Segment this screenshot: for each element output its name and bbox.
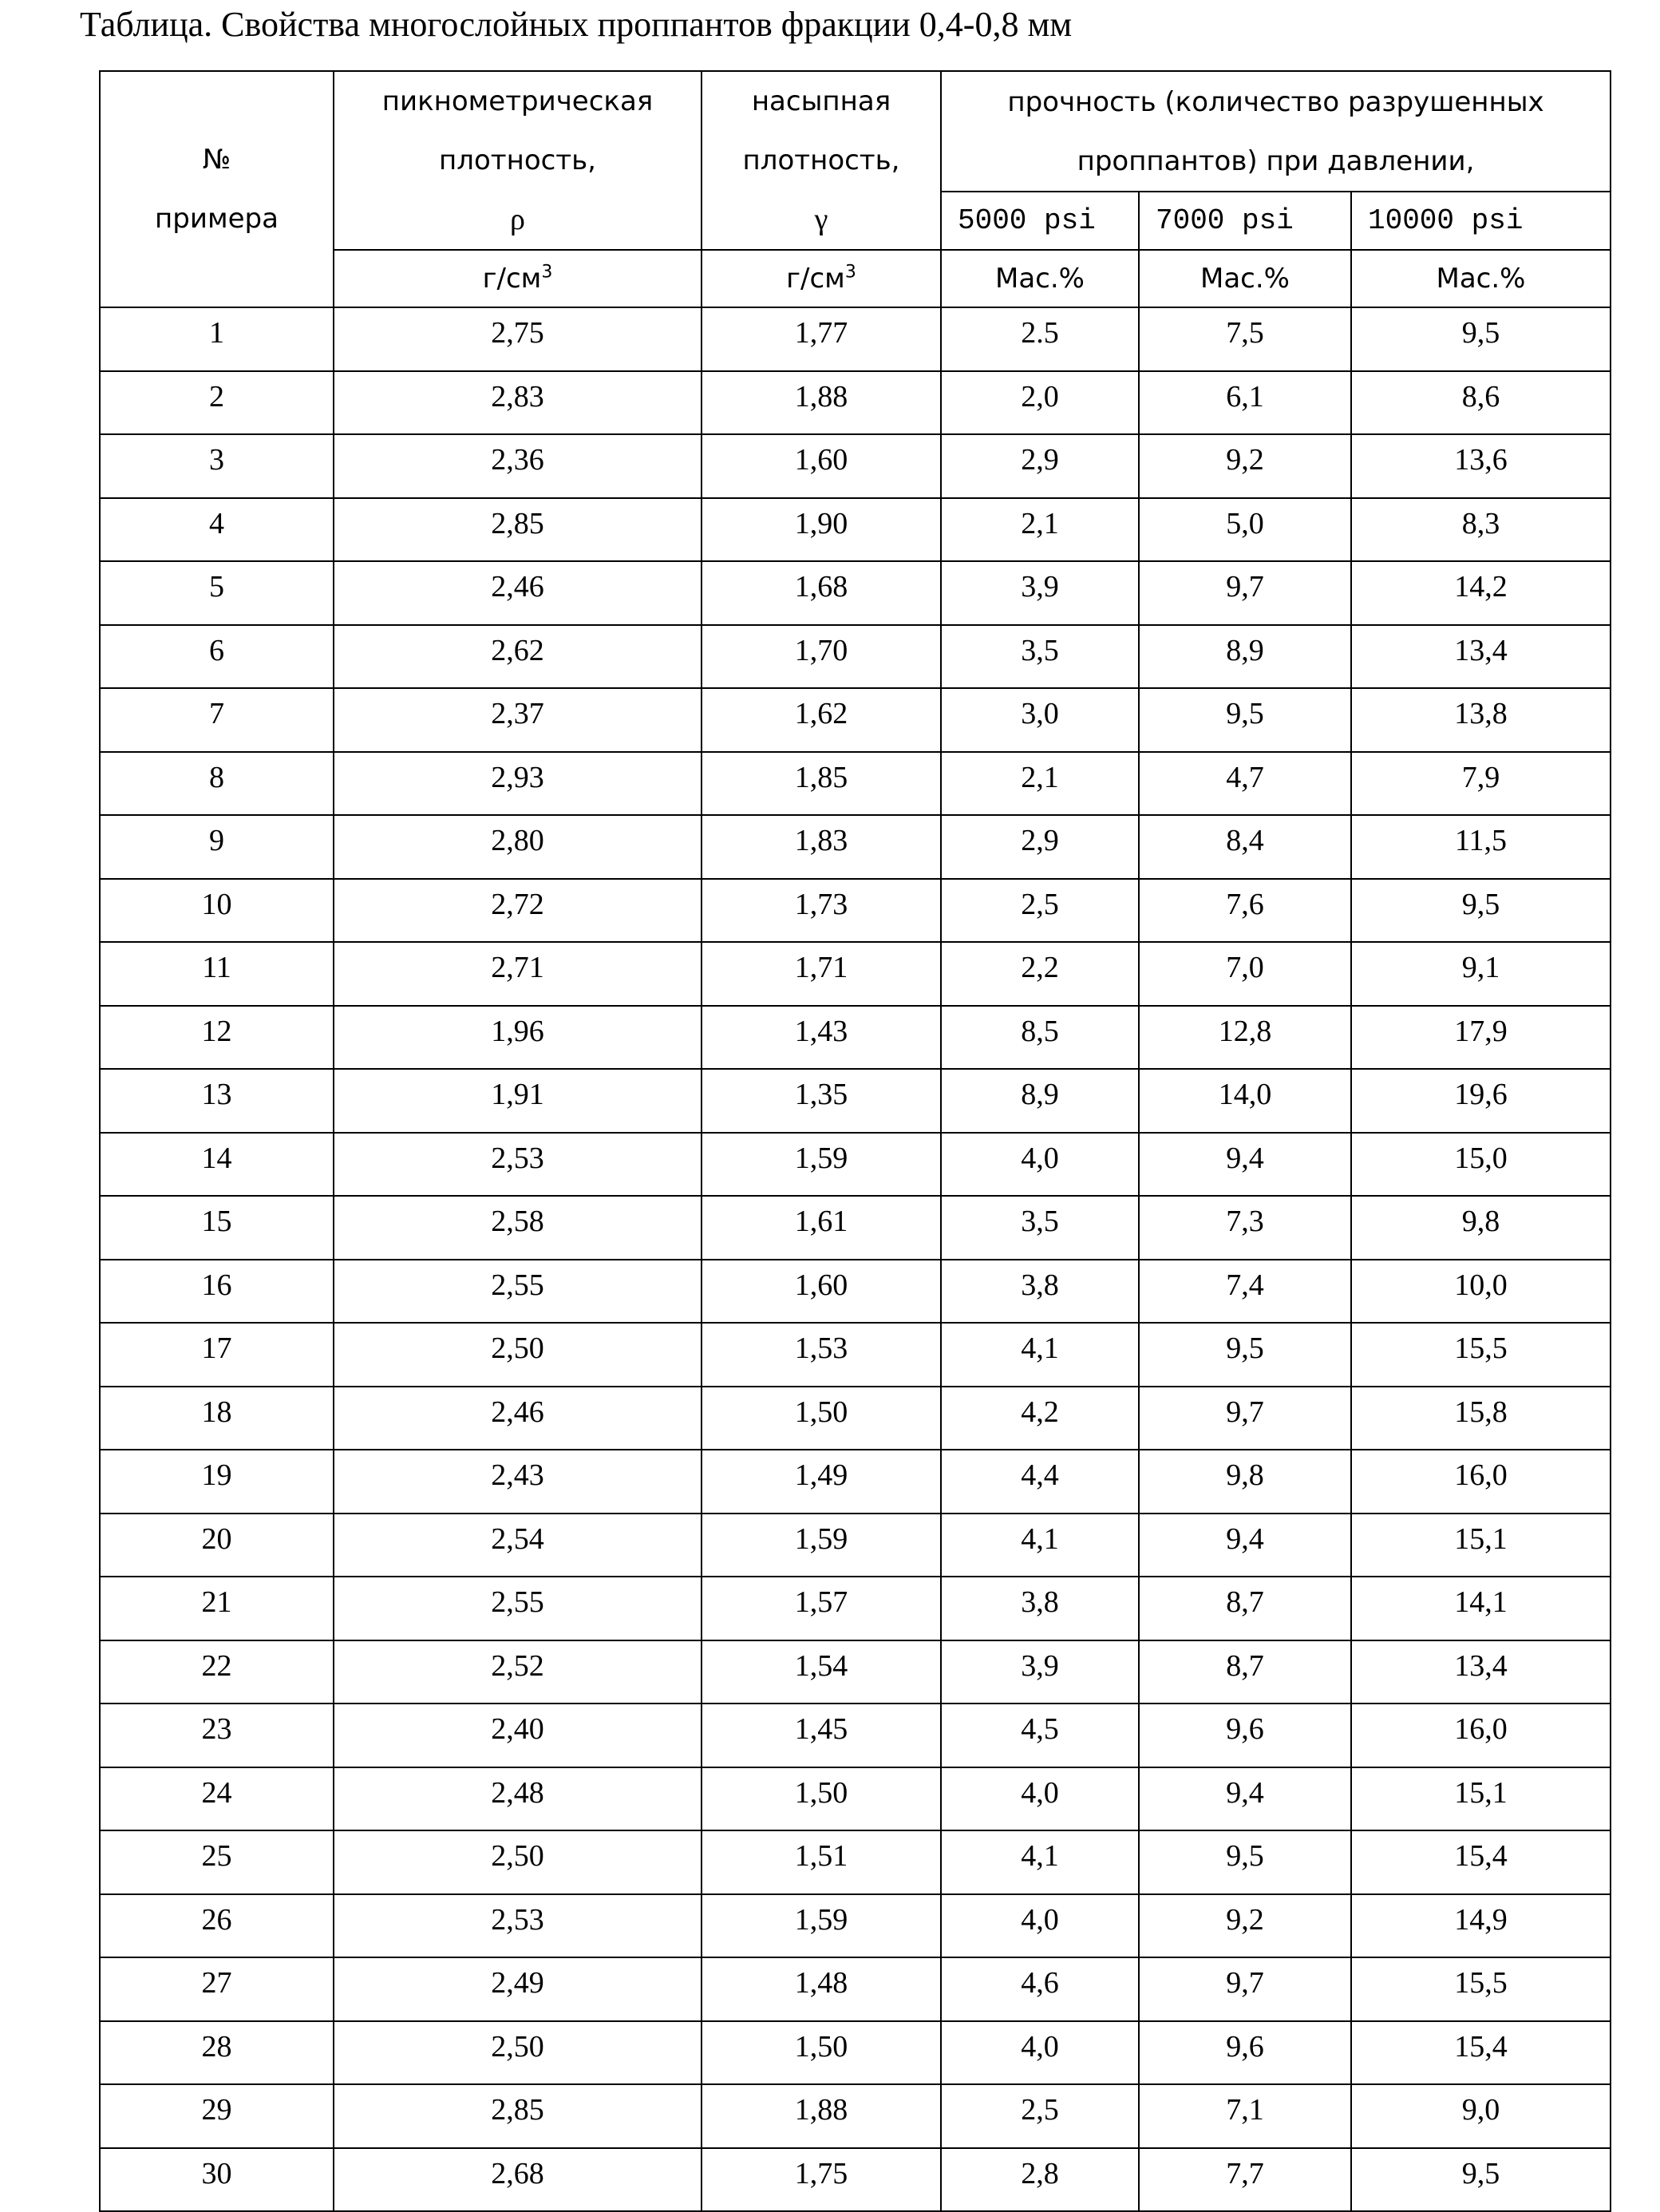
cell-example-number: 28 <box>100 2021 334 2085</box>
cell-strength-10000: 15,1 <box>1351 1767 1611 1831</box>
table-row <box>100 1704 1611 1767</box>
cell-strength-7000: 9,4 <box>1139 1133 1351 1197</box>
cell-bulk-density: 1,88 <box>702 2084 941 2148</box>
cell-pycnometric-density: 2,46 <box>334 1387 702 1450</box>
table-row <box>100 307 1611 371</box>
cell-strength-5000: 4,1 <box>941 1514 1139 1577</box>
cell-pycnometric-density: 2,54 <box>334 1514 702 1577</box>
cell-strength-10000: 10,0 <box>1351 1260 1611 1324</box>
cell-example-number: 7 <box>100 688 334 752</box>
cell-strength-7000: 7,6 <box>1139 879 1351 943</box>
table-row <box>100 1133 1611 1197</box>
cell-strength-10000: 16,0 <box>1351 1704 1611 1767</box>
cell-strength-10000: 15,4 <box>1351 2021 1611 2085</box>
table-row <box>100 1069 1611 1133</box>
cell-example-number: 13 <box>100 1069 334 1133</box>
cell-bulk-density: 1,59 <box>702 1894 941 1958</box>
cell-pycnometric-density: 2,53 <box>334 1894 702 1958</box>
table-row <box>100 1323 1611 1387</box>
cell-example-number: 24 <box>100 1767 334 1831</box>
cell-strength-5000: 3,8 <box>941 1260 1139 1324</box>
cell-strength-5000: 3,5 <box>941 1196 1139 1260</box>
cell-bulk-density: 1,68 <box>702 561 941 625</box>
cell-strength-7000: 14,0 <box>1139 1069 1351 1133</box>
cell-pycnometric-density: 2,50 <box>334 1323 702 1387</box>
header-example-number-line2: примера <box>155 203 279 235</box>
cell-strength-10000: 15,8 <box>1351 1387 1611 1450</box>
cell-strength-5000: 2,5 <box>941 879 1139 943</box>
header-pressure-7000: 7000 psi <box>1139 192 1351 250</box>
cell-pycnometric-density: 2,75 <box>334 307 702 371</box>
cell-strength-5000: 2,1 <box>941 498 1139 562</box>
cell-strength-10000: 15,0 <box>1351 1133 1611 1197</box>
cell-bulk-density: 1,62 <box>702 688 941 752</box>
cell-pycnometric-density: 2,68 <box>334 2148 702 2212</box>
header-pycnometric-unit <box>334 250 702 307</box>
table-row <box>100 1514 1611 1577</box>
cell-example-number: 1 <box>100 307 334 371</box>
header-pressure-5000: 5000 psi <box>941 192 1139 250</box>
cell-example-number: 25 <box>100 1830 334 1894</box>
bulk-unit-text: г/см <box>786 263 845 295</box>
cell-example-number: 23 <box>100 1704 334 1767</box>
cell-strength-5000: 2.5 <box>941 307 1139 371</box>
cell-pycnometric-density: 2,71 <box>334 942 702 1006</box>
cell-pycnometric-density: 2,40 <box>334 1704 702 1767</box>
table-row <box>100 2148 1611 2212</box>
cell-bulk-density: 1,45 <box>702 1704 941 1767</box>
cell-strength-7000: 9,8 <box>1139 1450 1351 1514</box>
cell-bulk-density: 1,88 <box>702 371 941 435</box>
cell-strength-7000: 9,4 <box>1139 1767 1351 1831</box>
cell-example-number: 9 <box>100 815 334 879</box>
cell-strength-10000: 15,4 <box>1351 1830 1611 1894</box>
cell-strength-7000: 8,4 <box>1139 815 1351 879</box>
cell-strength-7000: 7,1 <box>1139 2084 1351 2148</box>
header-strength-line2: проппантов) при давлении, <box>1077 144 1475 177</box>
cell-pycnometric-density: 2,80 <box>334 815 702 879</box>
cell-strength-10000: 7,9 <box>1351 752 1611 816</box>
cell-strength-7000: 9,6 <box>1139 2021 1351 2085</box>
cell-strength-5000: 4,0 <box>941 2021 1139 2085</box>
cell-example-number: 6 <box>100 625 334 689</box>
cell-example-number: 29 <box>100 2084 334 2148</box>
header-mass-percent-5000: Мас.% <box>941 250 1139 307</box>
cell-strength-7000: 5,0 <box>1139 498 1351 562</box>
cell-strength-5000: 4,5 <box>941 1704 1139 1767</box>
cell-strength-10000: 14,9 <box>1351 1894 1611 1958</box>
cell-bulk-density: 1,43 <box>702 1006 941 1070</box>
cell-pycnometric-density: 2,83 <box>334 371 702 435</box>
cell-strength-10000: 15,1 <box>1351 1514 1611 1577</box>
pycnometric-unit-text: г/см <box>482 263 542 295</box>
cell-pycnometric-density: 2,72 <box>334 879 702 943</box>
cell-bulk-density: 1,60 <box>702 434 941 498</box>
cell-strength-5000: 4,0 <box>941 1894 1139 1958</box>
cell-strength-10000: 11,5 <box>1351 815 1611 879</box>
header-bulk-unit <box>702 250 941 307</box>
cell-strength-7000: 9,2 <box>1139 434 1351 498</box>
table-row <box>100 1196 1611 1260</box>
cell-pycnometric-density: 2,53 <box>334 1133 702 1197</box>
cell-strength-5000: 4,0 <box>941 1133 1139 1197</box>
pycnometric-unit-exponent: 3 <box>541 262 553 283</box>
cell-bulk-density: 1,54 <box>702 1640 941 1704</box>
cell-example-number: 4 <box>100 498 334 562</box>
cell-pycnometric-density: 2,50 <box>334 2021 702 2085</box>
table-row <box>100 879 1611 943</box>
table-row <box>100 1894 1611 1958</box>
cell-bulk-density: 1,85 <box>702 752 941 816</box>
cell-strength-10000: 16,0 <box>1351 1450 1611 1514</box>
table-row <box>100 371 1611 435</box>
table-row <box>100 1957 1611 2021</box>
cell-strength-7000: 9,7 <box>1139 561 1351 625</box>
cell-strength-10000: 9,5 <box>1351 879 1611 943</box>
cell-strength-10000: 13,6 <box>1351 434 1611 498</box>
header-mass-percent-7000: Мас.% <box>1139 250 1351 307</box>
cell-pycnometric-density: 1,91 <box>334 1069 702 1133</box>
bulk-unit-exponent: 3 <box>844 262 856 283</box>
cell-bulk-density: 1,83 <box>702 815 941 879</box>
cell-strength-7000: 6,1 <box>1139 371 1351 435</box>
cell-strength-7000: 8,7 <box>1139 1577 1351 1640</box>
cell-strength-7000: 9,6 <box>1139 1704 1351 1767</box>
cell-strength-5000: 8,9 <box>941 1069 1139 1133</box>
cell-strength-5000: 3,8 <box>941 1577 1139 1640</box>
table-row <box>100 498 1611 562</box>
cell-bulk-density: 1,57 <box>702 1577 941 1640</box>
cell-strength-10000: 17,9 <box>1351 1006 1611 1070</box>
cell-pycnometric-density: 2,85 <box>334 2084 702 2148</box>
table-row <box>100 1260 1611 1324</box>
header-bulk-symbol: γ <box>814 203 828 236</box>
header-strength-line1: прочность (количество разрушенных <box>1007 85 1544 118</box>
cell-strength-5000: 4,1 <box>941 1323 1139 1387</box>
cell-strength-5000: 4,1 <box>941 1830 1139 1894</box>
header-pycnometric-density <box>334 71 702 250</box>
header-strength <box>941 71 1611 192</box>
cell-strength-10000: 14,1 <box>1351 1577 1611 1640</box>
cell-pycnometric-density: 2,50 <box>334 1830 702 1894</box>
cell-strength-10000: 9,5 <box>1351 2148 1611 2212</box>
header-example-number <box>100 71 334 307</box>
cell-strength-5000: 2,9 <box>941 815 1139 879</box>
table-row <box>100 1577 1611 1640</box>
cell-bulk-density: 1,48 <box>702 1957 941 2021</box>
cell-strength-10000: 9,8 <box>1351 1196 1611 1260</box>
cell-example-number: 27 <box>100 1957 334 2021</box>
cell-bulk-density: 1,53 <box>702 1323 941 1387</box>
cell-strength-10000: 8,6 <box>1351 371 1611 435</box>
table-row <box>100 1387 1611 1450</box>
cell-bulk-density: 1,71 <box>702 942 941 1006</box>
cell-example-number: 14 <box>100 1133 334 1197</box>
proppant-properties-table <box>99 70 1611 2212</box>
cell-bulk-density: 1,59 <box>702 1133 941 1197</box>
cell-example-number: 2 <box>100 371 334 435</box>
cell-example-number: 3 <box>100 434 334 498</box>
cell-bulk-density: 1,51 <box>702 1830 941 1894</box>
cell-pycnometric-density: 2,49 <box>334 1957 702 2021</box>
table-caption: Таблица. Свойства многослойных проппантов фракции 0,4-0,8 мм <box>80 5 1073 44</box>
cell-strength-7000: 9,4 <box>1139 1514 1351 1577</box>
header-bulk-line1: насыпная <box>751 85 891 117</box>
cell-example-number: 20 <box>100 1514 334 1577</box>
table-row <box>100 434 1611 498</box>
cell-strength-7000: 8,9 <box>1139 625 1351 689</box>
cell-pycnometric-density: 2,46 <box>334 561 702 625</box>
cell-strength-7000: 7,7 <box>1139 2148 1351 2212</box>
table-row <box>100 815 1611 879</box>
cell-example-number: 10 <box>100 879 334 943</box>
cell-strength-5000: 2,1 <box>941 752 1139 816</box>
cell-strength-10000: 14,2 <box>1351 561 1611 625</box>
table-row <box>100 2021 1611 2085</box>
cell-pycnometric-density: 2,37 <box>334 688 702 752</box>
header-example-number-line1: № <box>202 144 231 176</box>
cell-strength-5000: 2,5 <box>941 2084 1139 2148</box>
cell-strength-10000: 9,1 <box>1351 942 1611 1006</box>
cell-bulk-density: 1,75 <box>702 2148 941 2212</box>
header-bulk-density <box>702 71 941 250</box>
table-body <box>100 307 1611 2211</box>
cell-bulk-density: 1,77 <box>702 307 941 371</box>
cell-strength-10000: 8,3 <box>1351 498 1611 562</box>
cell-strength-10000: 13,8 <box>1351 688 1611 752</box>
cell-strength-7000: 8,7 <box>1139 1640 1351 1704</box>
cell-strength-5000: 2,2 <box>941 942 1139 1006</box>
cell-bulk-density: 1,49 <box>702 1450 941 1514</box>
cell-pycnometric-density: 2,85 <box>334 498 702 562</box>
cell-bulk-density: 1,60 <box>702 1260 941 1324</box>
cell-strength-5000: 4,2 <box>941 1387 1139 1450</box>
cell-bulk-density: 1,35 <box>702 1069 941 1133</box>
cell-bulk-density: 1,61 <box>702 1196 941 1260</box>
table-row <box>100 625 1611 689</box>
cell-pycnometric-density: 2,58 <box>334 1196 702 1260</box>
cell-strength-10000: 15,5 <box>1351 1323 1611 1387</box>
cell-strength-7000: 9,2 <box>1139 1894 1351 1958</box>
cell-pycnometric-density: 2,55 <box>334 1577 702 1640</box>
cell-strength-10000: 13,4 <box>1351 625 1611 689</box>
cell-pycnometric-density: 2,48 <box>334 1767 702 1831</box>
cell-pycnometric-density: 1,96 <box>334 1006 702 1070</box>
cell-example-number: 30 <box>100 2148 334 2212</box>
cell-bulk-density: 1,90 <box>702 498 941 562</box>
table-row <box>100 688 1611 752</box>
cell-strength-5000: 2,0 <box>941 371 1139 435</box>
table-row <box>100 2084 1611 2148</box>
table-row <box>100 1450 1611 1514</box>
cell-example-number: 21 <box>100 1577 334 1640</box>
cell-strength-7000: 12,8 <box>1139 1006 1351 1070</box>
header-pycnometric-line2: плотность, <box>439 144 596 176</box>
cell-strength-10000: 9,5 <box>1351 307 1611 371</box>
header-pressure-10000: 10000 psi <box>1351 192 1611 250</box>
cell-pycnometric-density: 2,52 <box>334 1640 702 1704</box>
header-pycnometric-line1: пикнометрическая <box>381 85 654 117</box>
table-row <box>100 1767 1611 1831</box>
table-row <box>100 1640 1611 1704</box>
cell-bulk-density: 1,50 <box>702 1767 941 1831</box>
cell-example-number: 22 <box>100 1640 334 1704</box>
cell-example-number: 5 <box>100 561 334 625</box>
cell-strength-5000: 3,0 <box>941 688 1139 752</box>
cell-example-number: 18 <box>100 1387 334 1450</box>
cell-strength-10000: 15,5 <box>1351 1957 1611 2021</box>
cell-strength-10000: 9,0 <box>1351 2084 1611 2148</box>
cell-bulk-density: 1,50 <box>702 1387 941 1450</box>
cell-pycnometric-density: 2,93 <box>334 752 702 816</box>
cell-strength-5000: 2,9 <box>941 434 1139 498</box>
header-pycnometric-symbol: ρ <box>510 203 525 236</box>
cell-strength-7000: 9,7 <box>1139 1387 1351 1450</box>
cell-strength-5000: 4,4 <box>941 1450 1139 1514</box>
table-row <box>100 942 1611 1006</box>
cell-pycnometric-density: 2,36 <box>334 434 702 498</box>
table-row <box>100 752 1611 816</box>
cell-strength-5000: 4,6 <box>941 1957 1139 2021</box>
table-row <box>100 1006 1611 1070</box>
cell-example-number: 16 <box>100 1260 334 1324</box>
cell-strength-5000: 2,8 <box>941 2148 1139 2212</box>
cell-pycnometric-density: 2,62 <box>334 625 702 689</box>
cell-strength-5000: 8,5 <box>941 1006 1139 1070</box>
table-header <box>100 71 1611 307</box>
cell-strength-10000: 13,4 <box>1351 1640 1611 1704</box>
table-row <box>100 561 1611 625</box>
cell-strength-7000: 9,5 <box>1139 688 1351 752</box>
header-mass-percent-10000: Мас.% <box>1351 250 1611 307</box>
cell-strength-5000: 3,9 <box>941 561 1139 625</box>
cell-strength-5000: 4,0 <box>941 1767 1139 1831</box>
cell-strength-7000: 4,7 <box>1139 752 1351 816</box>
cell-strength-7000: 7,3 <box>1139 1196 1351 1260</box>
cell-example-number: 11 <box>100 942 334 1006</box>
cell-bulk-density: 1,50 <box>702 2021 941 2085</box>
cell-strength-5000: 3,9 <box>941 1640 1139 1704</box>
cell-example-number: 26 <box>100 1894 334 1958</box>
cell-bulk-density: 1,70 <box>702 625 941 689</box>
table-row <box>100 1830 1611 1894</box>
cell-example-number: 15 <box>100 1196 334 1260</box>
cell-strength-7000: 9,7 <box>1139 1957 1351 2021</box>
header-bulk-line2: плотность, <box>742 144 900 176</box>
cell-strength-7000: 9,5 <box>1139 1830 1351 1894</box>
cell-bulk-density: 1,73 <box>702 879 941 943</box>
cell-example-number: 19 <box>100 1450 334 1514</box>
cell-pycnometric-density: 2,55 <box>334 1260 702 1324</box>
cell-strength-7000: 7,4 <box>1139 1260 1351 1324</box>
cell-pycnometric-density: 2,43 <box>334 1450 702 1514</box>
cell-strength-7000: 7,5 <box>1139 307 1351 371</box>
cell-strength-7000: 7,0 <box>1139 942 1351 1006</box>
cell-example-number: 12 <box>100 1006 334 1070</box>
cell-example-number: 8 <box>100 752 334 816</box>
cell-strength-7000: 9,5 <box>1139 1323 1351 1387</box>
cell-strength-5000: 3,5 <box>941 625 1139 689</box>
cell-strength-10000: 19,6 <box>1351 1069 1611 1133</box>
cell-bulk-density: 1,59 <box>702 1514 941 1577</box>
cell-example-number: 17 <box>100 1323 334 1387</box>
